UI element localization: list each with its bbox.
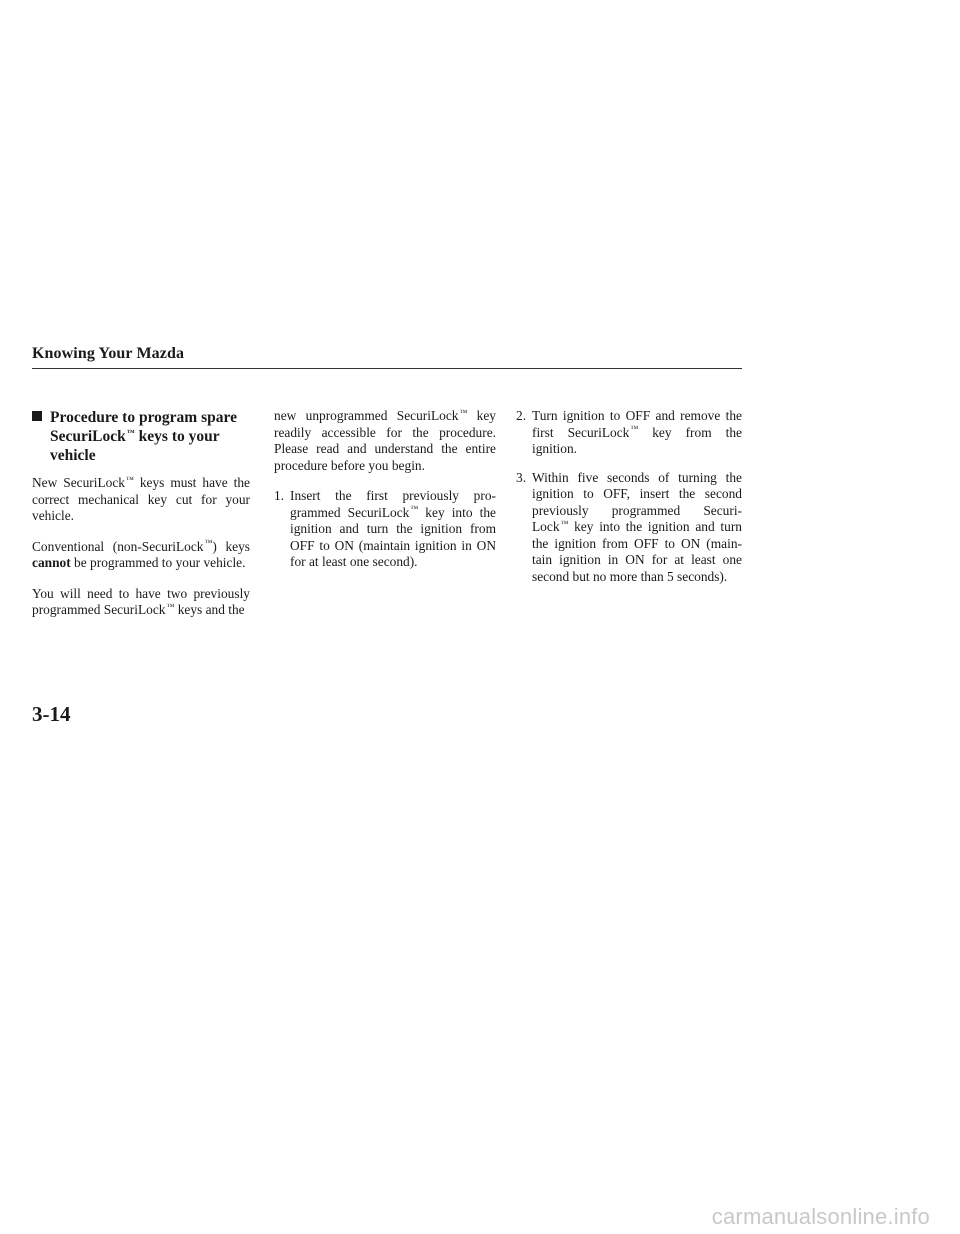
section-header: Knowing Your Mazda — [32, 345, 185, 362]
watermark: carmanualsonline.info — [711, 1204, 930, 1229]
step-number: 2. — [516, 408, 527, 423]
text: new unprogrammed SecuriLock — [274, 408, 459, 423]
heading-line-3: vehicle — [50, 447, 96, 464]
text: key into the ignition and turn the ignition from OFF to ON (main- tain ignition in ON for at least one second but no more than 5 seconds). — [532, 519, 742, 584]
text: Turn ignition to OFF and remove the first SecuriLock — [532, 408, 742, 440]
step-text — [532, 470, 742, 586]
page-number: 3-14 — [32, 702, 71, 726]
text: Conventional (non-SecuriLock — [32, 538, 204, 554]
heading-line-2 — [50, 427, 250, 446]
text: New SecuriLock — [32, 475, 125, 490]
text: keys and the — [174, 602, 245, 617]
square-bullet-icon — [32, 411, 42, 421]
text: You will need to have two previously programmed SecuriLock — [32, 585, 250, 617]
paragraph — [32, 586, 250, 619]
step-text — [532, 408, 742, 458]
column-3 — [516, 408, 742, 597]
header-rule — [32, 368, 742, 369]
column-2 — [274, 408, 496, 583]
text: key into the ignition and turn the ignition from OFF to ON (maintain ignition in ON for at least one second). — [290, 504, 496, 569]
step-3 — [516, 470, 742, 586]
heading-line-1: Procedure to program spare — [50, 409, 237, 426]
trademark-icon — [127, 428, 135, 437]
text: be programmed to your vehicle. — [70, 555, 246, 570]
step-1 — [274, 488, 496, 571]
paragraph — [32, 475, 250, 525]
step-text — [290, 488, 496, 571]
text: ) keys — [212, 538, 250, 554]
step-number: 1. — [274, 488, 285, 503]
column-1 — [32, 408, 250, 633]
paragraph — [32, 539, 250, 572]
paragraph — [274, 408, 496, 474]
text: Insert the first previously pro- grammed SecuriLock — [290, 488, 496, 520]
text: key from the ignition. — [532, 424, 742, 456]
text: Within five seconds of turning the ignition to OFF, insert the second previously programmed Securi- Lock — [532, 469, 742, 534]
step-number: 3. — [516, 469, 527, 485]
emphasis-text: cannot — [32, 555, 71, 570]
step-2 — [516, 408, 742, 458]
procedure-heading — [32, 408, 250, 465]
trademark-icon — [630, 424, 638, 433]
heading-text: SecuriLock — [50, 428, 126, 445]
trademark-icon — [126, 475, 134, 484]
heading-text: keys to your — [134, 428, 220, 445]
text: keys must have the correct mechanical key cut for your vehicle. — [32, 475, 250, 523]
text: key readily accessible for the procedure. Please read and understand the entire procedure before you begin. — [274, 408, 496, 473]
